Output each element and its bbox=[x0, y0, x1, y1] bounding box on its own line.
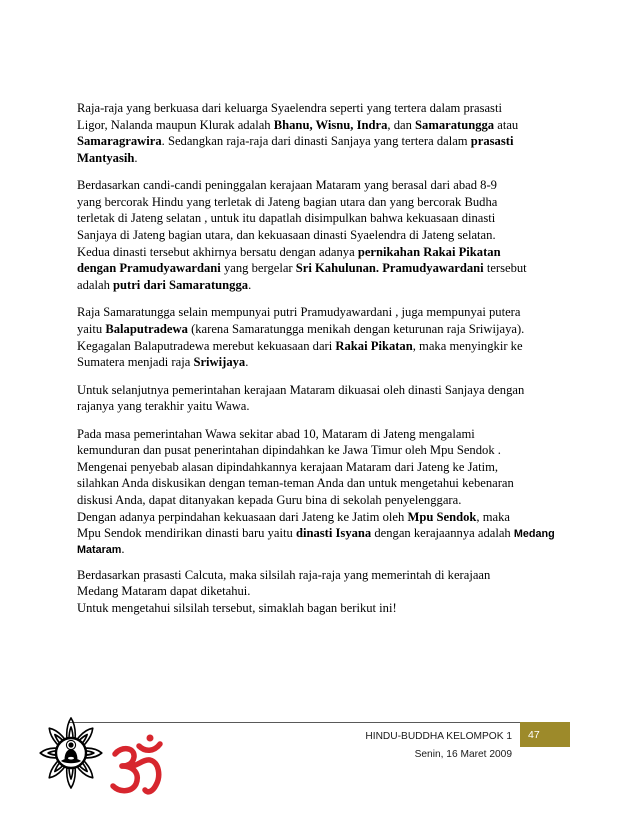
bold-text: prasasti bbox=[470, 134, 514, 149]
bold-text: Mpu Sendok bbox=[407, 509, 477, 524]
text-run: diskusi Anda, dapat ditanyakan kepada Guru bina di sekolah penyelenggara. bbox=[77, 493, 462, 508]
bold-sans-text: Medang bbox=[513, 528, 555, 541]
bold-sans-text: Mataram bbox=[77, 543, 122, 556]
bold-text: Samaragrawira bbox=[77, 134, 162, 149]
text-line bbox=[77, 459, 555, 476]
text-run: Raja Samaratungga selain mempunyai putri Pramudyawardani , juga mempunyai putera bbox=[77, 305, 521, 320]
text-run: Kegagalan Balaputradewa merebut kekuasaan dari bbox=[77, 338, 336, 353]
text-line bbox=[77, 509, 555, 526]
paragraph bbox=[77, 382, 555, 415]
page-number: 47 bbox=[528, 729, 540, 741]
text-line bbox=[77, 227, 555, 244]
text-line bbox=[77, 244, 555, 261]
bold-text: dengan Pramudyawardani bbox=[77, 261, 221, 276]
bold-text: pernikahan Rakai Pikatan bbox=[357, 244, 501, 259]
bold-text: dinasti Isyana bbox=[295, 526, 372, 541]
body-text bbox=[77, 100, 555, 627]
text-line bbox=[77, 177, 555, 194]
text-run: Sanjaya di Jateng bagian utara, dan kekuasaan dinasti Syaelendra di Jateng selatan. bbox=[77, 228, 496, 243]
text-run: Pada masa pemerintahan Wawa sekitar abad 10, Mataram di Jateng mengalami bbox=[77, 426, 475, 441]
text-line bbox=[77, 150, 555, 167]
text-run: silahkan Anda diskusikan dengan teman-teman Anda dan untuk mengetahui kebenaran bbox=[77, 476, 514, 491]
paragraph bbox=[77, 304, 555, 370]
bold-text: Sri Kahulunan. Pramudyawardani bbox=[295, 261, 484, 276]
lotus-buddha-icon bbox=[38, 714, 104, 792]
text-run: , dan bbox=[387, 117, 416, 132]
bold-text: putri dari Samaratungga bbox=[113, 277, 249, 292]
text-run: Raja-raja yang berkuasa dari keluarga Syaelendra seperti yang tertera dalam prasasti bbox=[77, 101, 502, 115]
text-line bbox=[77, 260, 555, 277]
text-run: tersebut bbox=[483, 261, 527, 276]
text-line bbox=[77, 338, 555, 355]
footer-date: Senin, 16 Maret 2009 bbox=[414, 749, 512, 760]
text-line bbox=[77, 354, 555, 371]
bold-text: Mantyasih bbox=[77, 150, 135, 165]
om-symbol-icon bbox=[108, 733, 168, 799]
om-strokes bbox=[113, 744, 160, 792]
text-line bbox=[77, 583, 555, 600]
om-dot bbox=[147, 735, 154, 742]
text-line bbox=[77, 382, 555, 399]
bold-text: Sriwijaya bbox=[193, 355, 246, 370]
text-line bbox=[77, 304, 555, 321]
bold-text: Rakai Pikatan bbox=[335, 338, 413, 353]
text-line bbox=[77, 600, 555, 617]
bold-text: Samaratungga bbox=[415, 117, 495, 132]
text-line bbox=[77, 567, 555, 584]
text-line bbox=[77, 133, 555, 150]
bold-text: Bhanu, Wisnu, Indra bbox=[273, 117, 388, 132]
text-line bbox=[77, 210, 555, 227]
text-run: (karena Samaratungga menikah dengan keturunan raja Sriwijaya). bbox=[187, 321, 525, 336]
text-run: Kedua dinasti tersebut akhirnya bersatu dengan adanya bbox=[77, 244, 358, 259]
footer-divider bbox=[68, 722, 520, 723]
text-line bbox=[77, 542, 555, 556]
text-run: . bbox=[121, 541, 125, 556]
paragraph bbox=[77, 100, 555, 166]
text-run: Dengan adanya perpindahan kekuasaan dari Jateng ke Jatim oleh bbox=[77, 509, 408, 524]
text-run: Ligor, Nalanda maupun Klurak adalah bbox=[77, 117, 274, 132]
text-run: yang bercorak Hindu yang terletak di Jateng bagian utara dan yang bercorak Budha bbox=[77, 194, 498, 209]
text-line bbox=[77, 525, 555, 542]
text-run: adalah bbox=[77, 277, 114, 292]
text-run: Mengenai penyebab alasan dipindahkannya kerajaan Mataram dari Jateng ke Jatim, bbox=[77, 459, 499, 474]
paragraph bbox=[77, 177, 555, 293]
text-run: yang bergelar bbox=[220, 261, 296, 276]
text-run: Berdasarkan prasasti Calcuta, maka silsilah raja-raja yang memerintah di kerajaan bbox=[77, 567, 491, 582]
text-line bbox=[77, 475, 555, 492]
text-line bbox=[77, 277, 555, 294]
text-run: , maka menyingkir ke bbox=[412, 338, 523, 353]
text-line bbox=[77, 117, 555, 134]
text-run: kemunduran dan pusat penerintahan dipindahkan ke Jawa Timur oleh Mpu Sendok . bbox=[77, 443, 501, 458]
text-run: Medang Mataram dapat diketahui. bbox=[77, 584, 251, 599]
text-run: yaitu bbox=[77, 321, 106, 336]
text-run: atau bbox=[494, 117, 519, 132]
paragraph bbox=[77, 567, 555, 617]
text-run: Sumatera menjadi raja bbox=[77, 355, 194, 370]
text-line bbox=[77, 321, 555, 338]
bold-text: Balaputradewa bbox=[105, 321, 188, 336]
text-run: terletak di Jateng selatan , untuk itu dapatlah disimpulkan bahwa kekuasaan dinasti bbox=[77, 211, 496, 226]
text-line bbox=[77, 194, 555, 211]
text-run: . Sedangkan raja-raja dari dinasti Sanjaya yang tertera dalam bbox=[161, 134, 471, 149]
text-run: . bbox=[245, 355, 249, 370]
text-run: Untuk mengetahui silsilah tersebut, simaklah bagan berikut ini! bbox=[77, 600, 397, 615]
text-run: dengan kerajaannya adalah bbox=[371, 526, 514, 541]
text-run: , maka bbox=[476, 509, 510, 524]
text-line bbox=[77, 492, 555, 509]
text-line bbox=[77, 426, 555, 443]
text-run: Untuk selanjutnya pemerintahan kerajaan Mataram dikuasai oleh dinasti Sanjaya dengan bbox=[77, 382, 525, 397]
text-line bbox=[77, 442, 555, 459]
text-line bbox=[77, 100, 555, 117]
page-number-box bbox=[520, 722, 570, 747]
text-line bbox=[77, 398, 555, 415]
paragraph bbox=[77, 426, 555, 556]
text-run: Berdasarkan candi-candi peninggalan kerajaan Mataram yang berasal dari abad 8-9 bbox=[77, 178, 497, 193]
text-run: . bbox=[248, 277, 252, 292]
text-run: . bbox=[134, 150, 138, 165]
text-run: Mpu Sendok mendirikan dinasti baru yaitu bbox=[77, 526, 296, 541]
text-run: rajanya yang terakhir yaitu Wawa. bbox=[77, 399, 250, 414]
footer-title: HINDU-BUDDHA KELOMPOK 1 bbox=[365, 731, 512, 742]
